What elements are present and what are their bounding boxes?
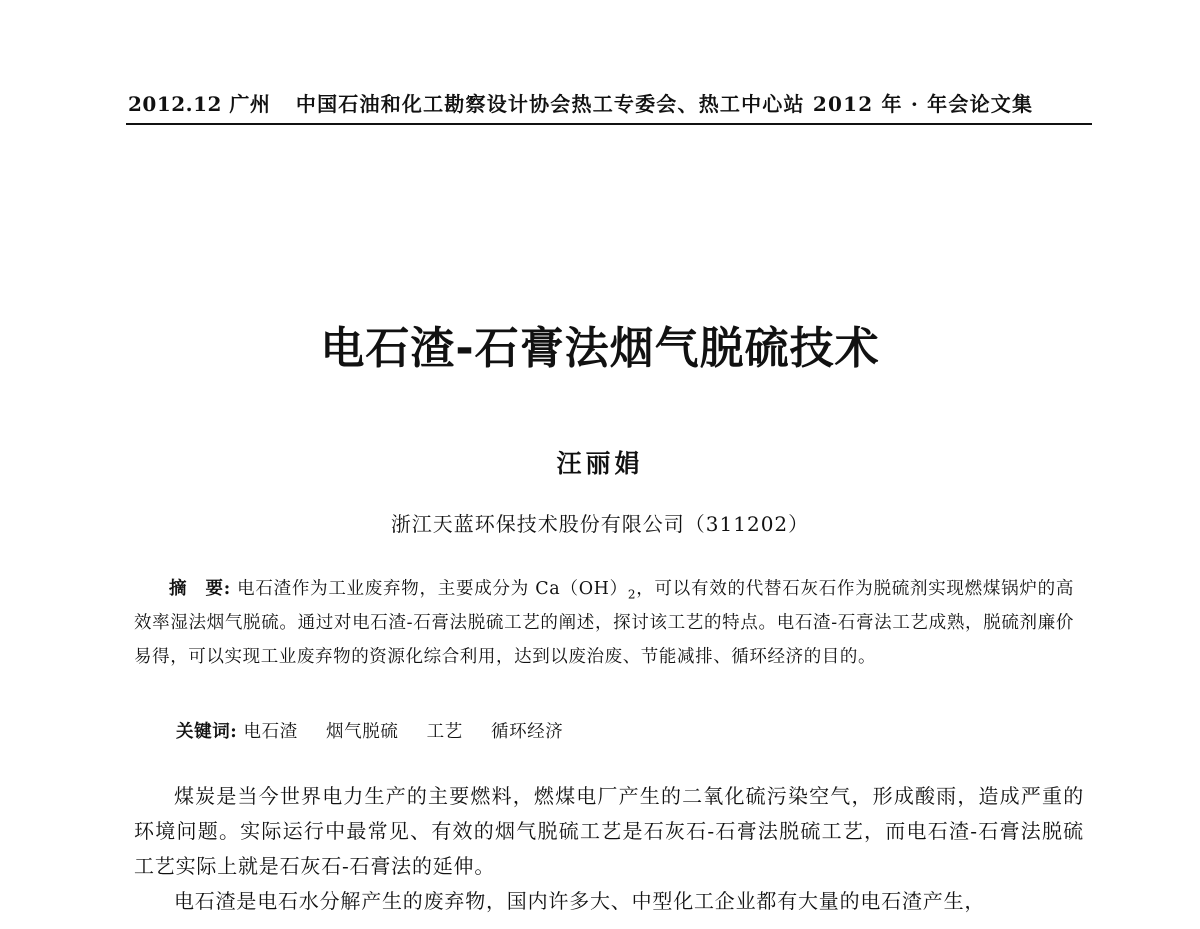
author-affiliation: 浙江天蓝环保技术股份有限公司（311202）: [390, 512, 810, 536]
formula-subscript: 2: [627, 587, 637, 602]
header-rule: [126, 123, 1092, 125]
header-date-place: 2012.12 广州: [128, 92, 271, 116]
abstract-text-part2: ，可以有效的代替石灰石作为脱硫剂实现燃煤锅炉的高效率湿法烟气脱硫。通过对电石渣-石膏法脱硫工艺的阐述，探讨该工艺的特点。电石渣-石膏法工艺成熟，脱硫剂廉价易得，可以实现工业废弃物的资源化综合利用，达到以废治废、节能减排、循环经济的目的。: [134, 579, 1074, 667]
keyword-item: 工艺: [426, 722, 463, 742]
body-paragraph: 电石渣是电石水分解产生的废弃物，国内许多大、中型化工企业都有大量的电石渣产生，: [174, 889, 986, 913]
header-proceedings: 中国石油和化工勘察设计协会热工专委会、热工中心站 2012 年 · 年会论文集: [295, 92, 1034, 116]
keyword-item: 循环经济: [490, 722, 564, 742]
body-text: [134, 779, 1084, 919]
keyword-item: 烟气脱硫: [326, 722, 399, 742]
abstract-label: 摘 要:: [169, 579, 231, 599]
body-paragraph: 煤炭是当今世界电力生产的主要燃料，燃煤电厂产生的二氧化硫污染空气，形成酸雨，造成严重的环境问题。实际运行中最常见、有效的烟气脱硫工艺是石灰石-石膏法脱硫工艺，而电石渣-石膏法脱硫工艺实际上就是石灰石-石膏法的延伸。: [134, 784, 1084, 878]
abstract-text-part1: 电石渣作为工业废弃物，主要成分为 Ca（OH）: [230, 579, 628, 599]
keyword-item: 电石渣: [243, 722, 298, 742]
author-name: 汪丽娟: [556, 449, 644, 478]
paper-title: 电石渣-石膏法烟气脱硫技术: [320, 323, 880, 374]
keywords: [176, 718, 585, 743]
keywords-label: 关键词:: [176, 722, 238, 742]
abstract: [134, 572, 1074, 674]
running-header: [128, 88, 1090, 118]
